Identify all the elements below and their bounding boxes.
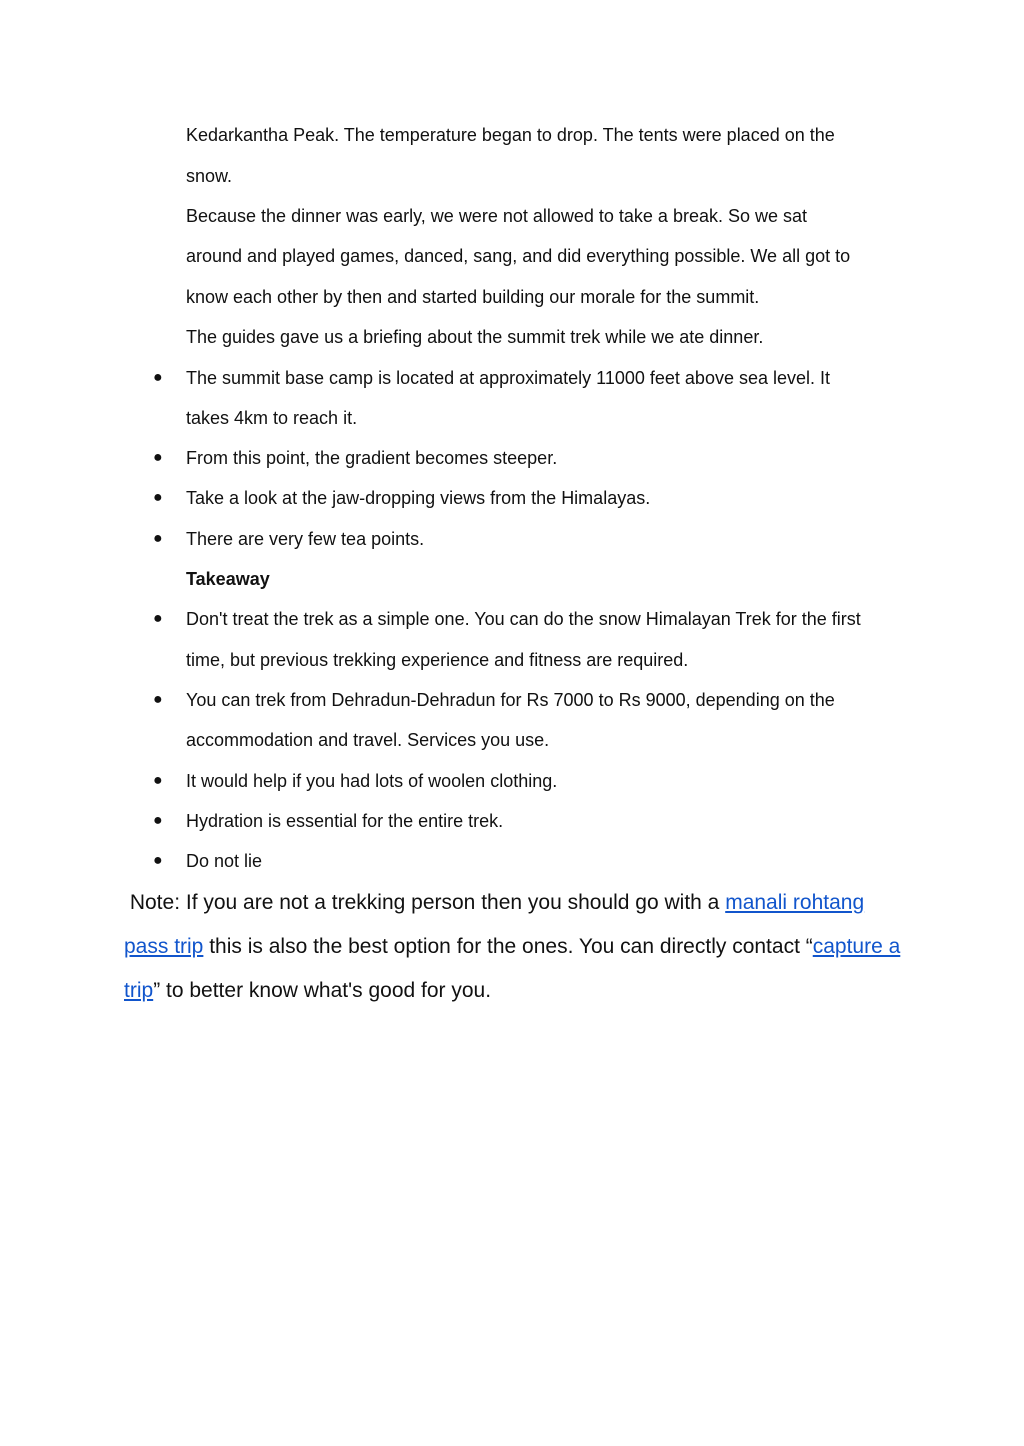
list-item-text: Take a look at the jaw-dropping views from the Himalayas. [186,488,651,508]
note-middle-text: this is also the best option for the ones. You can directly contact “ [203,935,813,958]
note-line [124,890,864,916]
capture-a-trip-link-continued[interactable]: trip [124,979,154,1002]
bullet-icon: ● [153,489,163,506]
bullet-icon: ● [153,812,163,829]
bullet-icon: ● [153,691,163,708]
list-item-text: The summit base camp is located at approximately 11000 feet above sea level. It [186,368,831,388]
list-item-text: There are very few tea points. [186,529,425,549]
list-item-text: accommodation and travel. Services you use. [186,730,550,750]
body-text-line: Because the dinner was early, we were not allowed to take a break. So we sat [186,206,808,226]
body-text-line: Kedarkantha Peak. The temperature began to drop. The tents were placed on the [186,125,835,145]
takeaway-heading: Takeaway [186,569,270,589]
list-item-text: From this point, the gradient becomes steeper. [186,448,558,468]
list-item-text: You can trek from Dehradun-Dehradun for Rs 7000 to Rs 9000, depending on the [186,690,835,710]
manali-rohtang-link[interactable]: manali rohtang [725,891,865,914]
body-text-line: The guides gave us a briefing about the summit trek while we ate dinner. [186,327,764,347]
bullet-icon: ● [153,852,163,869]
bullet-icon: ● [153,449,163,466]
capture-a-trip-link[interactable]: capture a [812,935,901,958]
list-item-text: Do not lie [186,851,263,871]
body-text-line: know each other by then and started building our morale for the summit. [186,287,760,307]
note-line [124,978,491,1004]
bullet-icon: ● [153,772,163,789]
body-text-line: around and played games, danced, sang, and did everything possible. We all got to [186,246,851,266]
bullet-icon: ● [153,369,163,386]
manali-rohtang-link-continued[interactable]: pass trip [124,935,204,958]
bullet-icon: ● [153,530,163,547]
note-prefix-text: Note: If you are not a trekking person then you should go with a [124,891,726,914]
list-item-text: Hydration is essential for the entire trek. [186,811,504,831]
note-line [124,934,900,960]
list-item-text: takes 4km to reach it. [186,408,358,428]
list-item-text: Don't treat the trek as a simple one. You can do the snow Himalayan Trek for the first [186,609,861,629]
bullet-icon: ● [153,610,163,627]
list-item-text: time, but previous trekking experience and fitness are required. [186,650,689,670]
note-suffix-text: ” to better know what's good for you. [153,979,492,1002]
list-item-text: It would help if you had lots of woolen clothing. [186,771,558,791]
body-text-line: snow. [186,166,233,186]
